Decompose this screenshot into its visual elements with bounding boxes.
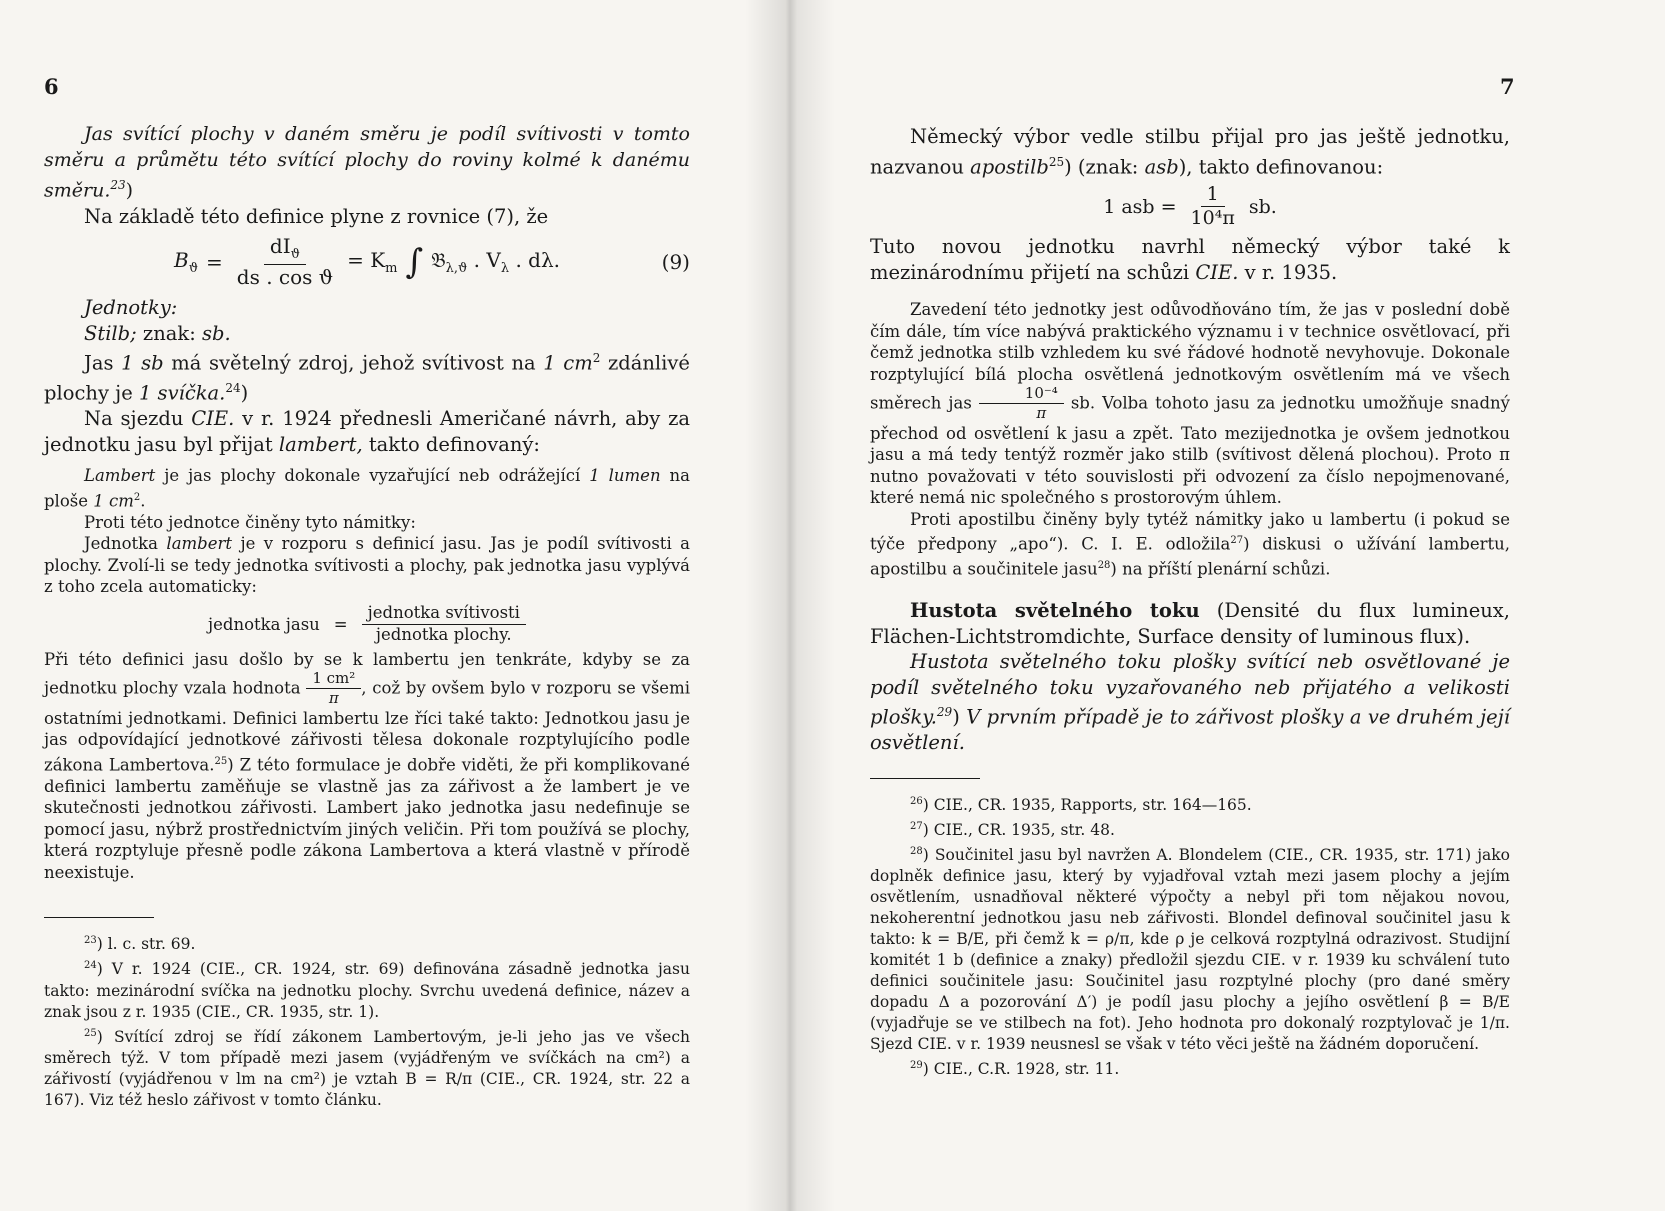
objections-line: Proti této jednotce činěny tyto námitky:	[84, 512, 416, 532]
equation-number: (9)	[661, 250, 690, 275]
units-heading: Jednotky:	[84, 296, 178, 320]
book-gutter	[745, 0, 835, 1211]
footnote-divider-right	[870, 778, 980, 779]
reason-paragraph: Zavedení této jednotky jest odůvodňováno tím, že jas v poslední době čím dále, tím více nabývá praktického významu i v technice osvětlovací, při čemž jednotka stilb vzhledem ku své řádové hodnotě nevyhovuje. Dokonale rozptylující bílá plocha osvětlená jednotkovým osvětlením má ve všech směrech jas $\frac{\text{10⁻⁴}}{\pi}$ sb. Volba tohoto jasu za jednotku umožňuje snadný přechod od osvětlení k jasu a zpět. Tato mezijednotka je ovšem jednotkou jasu a má tedy tentýž rozměr jako stilb (svítivost dělená plochou). Proto π nutno považovati v této souvislosti při odvození za číslo nepojmenované, které nemá nic společného s prostorovým úhlem.	[870, 300, 1510, 508]
footnote-24: $^{24}$) V r. 1924 (CIE., CR. 1924, str. 69) definována zásadně jednotka jasu takto: mezinárodní svíčka na jednotku plochy. Svrchu uvedená definice, název a znak jsou z r. 1935 (CIE., CR. 1935, str. 1).	[44, 960, 690, 1021]
footnote-25: $^{25}$) Svítící zdroj se řídí zákonem Lambertovým, je-li jeho jas ve všech směrech týž. V tom případě mezi jasem (vyjádřeným ve svíčkách na cm²) a zářivostí (vyjádřenou v lm na cm²) je vztah B = R/π (CIE., CR. 1924, str. 22 a 167). Viz též heslo zářivost v tomto článku.	[44, 1027, 690, 1109]
footnotes-left	[44, 930, 690, 1110]
footnote-23: $^{23}$) l. c. str. 69.	[84, 935, 196, 954]
footnote-26: $^{26}$) CIE., CR. 1935, Rapports, str. 164—165.	[910, 795, 1252, 814]
reason-fraction: $\frac{\text{10⁻⁴}}{\pi}$	[979, 385, 1064, 423]
left-page	[0, 0, 790, 1211]
page-number-left: 6	[44, 74, 59, 99]
equation-9: $B_ϑ$ = $\frac{dI_ϑ}{\text{ds . cos ϑ}}$ = $K_m$ ∫ 𝔅$_{\lambda,ϑ}$ . $V_\lambda$ . dλ. (9)	[174, 234, 690, 290]
brightness-definition: Jas svítící plochy v daném směru je podíl svítivosti v tomto směru a průmětu této svítící plochy do roviny kolmé k danému směru.$^{23}$)	[44, 123, 690, 202]
stilb-line: Stilb; znak: sb.	[84, 321, 231, 345]
left-page-content	[44, 72, 690, 1111]
apostilb-objections-paragraph: Proti apostilbu činěny byly tytéž námitky jako u lambertu (i pokud se týče předpony „apo“). C. I. E. odložila$^{27}$) diskusi o užívání lambertu, apostilbu a součinitele jasu$^{28}$) na příští plenární schůzi.	[870, 509, 1510, 579]
flux-density-heading: Hustota světelného toku (Densité du flux lumineux, Flächen-Lichtstromdichte, Surface density of luminous flux).	[870, 599, 1510, 648]
cm-over-pi-fraction: $\frac{\text{1 cm²}}{\pi}$	[306, 670, 361, 708]
apostilb-paragraph: Německý výbor vedle stilbu přijal pro jas ještě jednotku, nazvanou apostilb$^{25}$) (znak: asb), takto definovanou:	[870, 125, 1510, 178]
lambert-definition: Lambert je jas plochy dokonale vyzařující neb odrážející 1 lumen na ploše 1 $cm^2$.	[44, 466, 690, 511]
unit-equation: jednotka jasu = $\frac{\text{jednotka svítivosti}}{\text{jednotka plochy.}}$	[44, 604, 690, 645]
right-page-content	[870, 124, 1510, 1080]
lambert-definition-paragraph: Při této definici jasu došlo by se k lambertu jen tenkráte, kdyby se za jednotku plochy vzala hodnota $\frac{\text{1 cm²}}{\pi}$ , což by ovšem bylo v rozporu se všemi ostatními jednotkami. Definici lambertu lze říci také takto: Jednotkou jasu je jas odpovídající jednotkové zářivosti tělesa dokonale rozptylujícího podle zákona Lambertova.$^{25}$) Z této formulace je dobře viděti, že při komplikované definici lambertu zaměňuje se vlastně jas za zářivost a že lambert je ve skutečnosti jednotkou zářivosti. Lambert jako jednotka jasu nedefinuje se pomocí jasu, nýbrž prostřednictvím jiných veličin. Při tom používá se plochy, která rozptyluje přesně podle zákona Lambertova a která vlastně v přírodě neexistuje.	[44, 649, 690, 882]
page-number-right: 7	[1500, 74, 1515, 99]
cie-1924-paragraph: Na sjezdu CIE. v r. 1924 přednesli Američané návrh, aby za jednotku jasu byl přijat lambert, takto definovaný:	[44, 407, 691, 456]
proposal-paragraph: Tuto novou jednotku navrhl německý výbor také k mezinárodnímu přijetí na schůzi CIE. v r. 1935.	[870, 235, 1510, 284]
footnote-27: $^{27}$) CIE., CR. 1935, str. 48.	[910, 820, 1115, 839]
stilb-definition: Jas 1 sb má světelný zdroj, jehož svítivost na 1 $cm^2$ zdánlivé plochy je 1 svíčka.$^{24}$)	[44, 351, 690, 405]
apostilb-equation: 1 asb = $\frac{1}{\text{10⁴π}}$ sb.	[1103, 182, 1277, 230]
flux-density-definition: Hustota světelného toku plošky svítící neb osvětlované je podíl světelného toku vyzařovaného neb přijatého a velikosti plošky.$^{29}$) V prvním případě je to zářivost plošky a ve druhém její osvětlení.	[870, 650, 1510, 755]
footnote-29: $^{29}$) CIE., C.R. 1928, str. 11.	[910, 1060, 1120, 1079]
basis-paragraph: Na základě této definice plyne z rovnice (7), že	[84, 204, 549, 228]
footnote-divider-left	[44, 917, 154, 918]
footnote-28: $^{28}$) Součinitel jasu byl navržen A. Blondelem (CIE., CR. 1935, str. 171) jako doplněk definice jasu, který by vyjadřoval vztah mezi jasem plochy a jejím osvětlením, usnadňoval některé výpočty a nebyl při tom nějakou novou, nekoherentní jednotkou jasu neb zářivosti. Blondel definoval součinitel jasu k takto: k = B/E, při čemž k = ρ/π, kde ρ je celková rozptylná odrazivost. Studijní komitét 1 b (definice a znaky) předložil sjezdu CIE. v r. 1939 ku schválení tuto definici součinitele jasu: Součinitel jasu rozptylné plochy (pro dané směry dopadu Δ a pozorování Δ′) je podíl jasu plochy a jejího osvětlení β = B/E (vyjadřuje se ve stilbech na fot). Jeho hodnota pro dokonalý rozptylovač je 1/π. Sjezd CIE. v r. 1939 neusnesl se však v této věci ještě na žádném doporučení.	[870, 846, 1510, 1054]
footnotes-right	[870, 791, 1510, 1081]
lambert-conflict-paragraph: Jednotka lambert je v rozporu s definicí jasu. Jas je podíl svítivosti a plochy. Zvolí-li se tedy jednotka svítivosti a plochy, pak jednotka jasu vyplývá z toho zcela automaticky:	[44, 534, 690, 597]
